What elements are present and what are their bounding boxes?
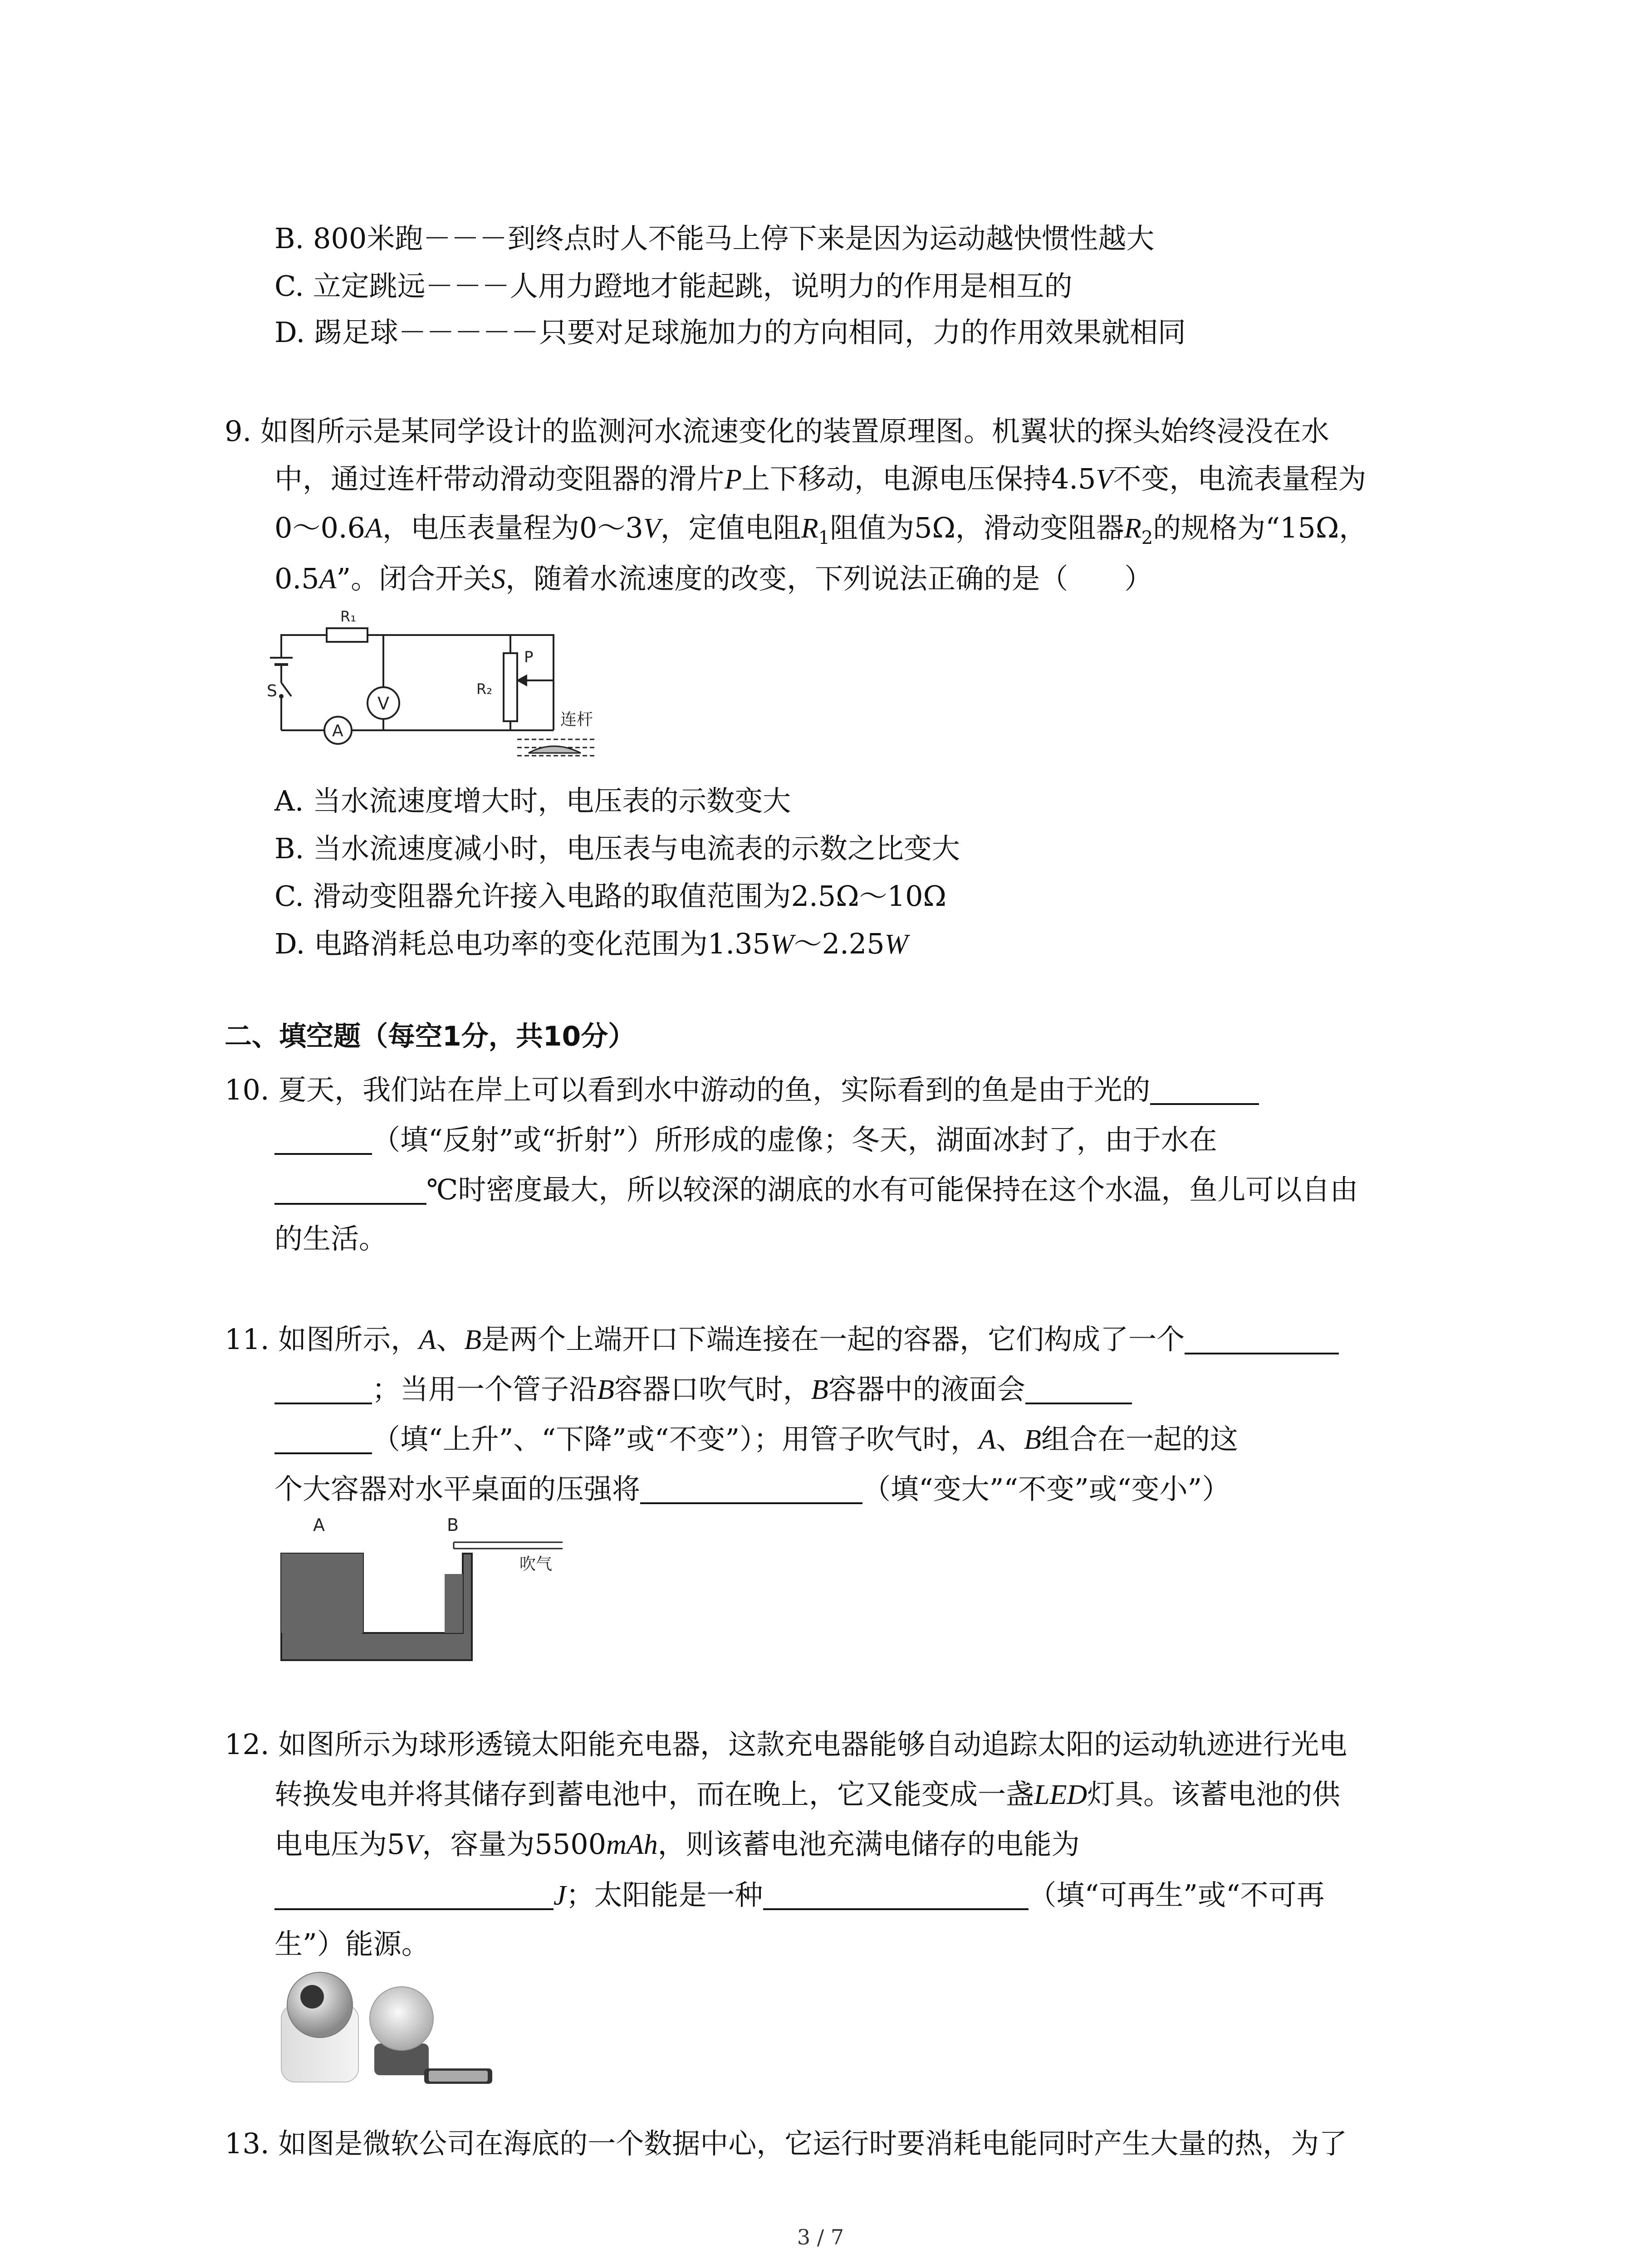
- switch-label: S: [267, 682, 277, 700]
- q8-option-d: D. 踢足球－－－－－只要对足球施加力的方向相同，力的作用效果就相同: [274, 316, 1186, 349]
- q12-line5: 生”）能源。: [274, 1927, 430, 1960]
- q12-line1: 12. 如图所示为球形透镜太阳能充电器，这款充电器能够自动追踪太阳的运动轨迹进行光电: [225, 1728, 1347, 1761]
- q9-line1: 9. 如图所示是某同学设计的监测河水流速变化的装置原理图。机翼状的探头始终浸没在水: [225, 415, 1329, 448]
- voltmeter-label: V: [377, 694, 389, 714]
- q9-line3: 0～0.6A，电压表量程为0～3V，定值电阻$R_1$阻值为5Ω，滑动变阻器$R_2$的规格为“15Ω，: [274, 511, 1367, 548]
- r1-label: R₁: [340, 608, 357, 625]
- rod-label: 连杆: [560, 710, 593, 729]
- slider-label: P: [524, 648, 534, 666]
- answer-blank[interactable]: [1185, 1325, 1339, 1354]
- switch-icon: [280, 683, 291, 698]
- q12-line3: 电电压为5V，容量为5500mAh，则该蓄电池充满电储存的电能为: [274, 1828, 1080, 1861]
- q11-line3: （填“上升”、“下降”或“不变”）；用管子吹气时，A、B组合在一起的这: [274, 1424, 1238, 1454]
- q11-line1: 11. 如图所示，A、B是两个上端开口下端连接在一起的容器，它们构成了一个: [225, 1325, 1339, 1354]
- q11-line2: ；当用一个管子沿B容器口吹气时，B容器中的液面会: [274, 1374, 1132, 1404]
- slider-arrow-icon: [518, 676, 554, 726]
- answer-blank[interactable]: [274, 1175, 426, 1205]
- q9-option-c: C. 滑动变阻器允许接入电路的取值范围为2.5Ω～10Ω: [274, 880, 946, 913]
- container-b-label: B: [447, 1515, 459, 1535]
- q11-line4: 个大容器对水平桌面的压强将 （填“变大”“不变”或“变小”）: [274, 1472, 1230, 1505]
- q10-line4: 的生活。: [274, 1222, 387, 1255]
- blow-tube-icon: [454, 1542, 563, 1549]
- answer-blank[interactable]: [640, 1474, 862, 1504]
- answer-blank[interactable]: [1150, 1075, 1259, 1105]
- q9-circuit-diagram: [263, 603, 608, 785]
- answer-blank[interactable]: [274, 1424, 372, 1454]
- q9-line4: 0.5A”。闭合开关S，随着水流速度的改变，下列说法正确的是（ ）: [274, 562, 1153, 595]
- blow-label: 吹气: [519, 1555, 553, 1574]
- answer-blank[interactable]: [274, 1880, 554, 1910]
- q8-option-c: C. 立定跳远－－－人用力蹬地才能起跳，说明力的作用是相互的: [274, 269, 1073, 303]
- section-heading: 二、填空题（每空1分，共10分）: [225, 1021, 636, 1052]
- q11-container-diagram: [272, 1510, 599, 1669]
- rheostat-r2: [504, 653, 517, 721]
- q12-line2: 转换发电并将其储存到蓄电池中，而在晚上，它又能变成一盏LED灯具。该蓄电池的供: [274, 1778, 1341, 1811]
- answer-blank[interactable]: [274, 1125, 372, 1155]
- answer-blank[interactable]: [763, 1880, 1029, 1910]
- q10-line3: ℃时密度最大，所以较深的湖底的水有可能保持在这个水温，鱼儿可以自由: [274, 1175, 1358, 1205]
- resistor-r1: [327, 628, 367, 642]
- q8-option-b: B. 800米跑－－－到终点时人不能马上停下来是因为运动越快惯性越大: [274, 222, 1155, 255]
- q9-option-a: A. 当水流速度增大时，电压表的示数变大: [274, 784, 791, 817]
- battery-icon: [270, 658, 293, 676]
- r2-label: R₂: [476, 680, 493, 698]
- ammeter-label: A: [332, 722, 343, 740]
- probe-icon: [517, 739, 594, 756]
- solar-charger-photo: [272, 1960, 526, 2091]
- q10-line2: （填“反射”或“折射”）所形成的虚像；冬天，湖面冰封了，由于水在: [274, 1125, 1217, 1155]
- answer-blank[interactable]: [274, 1374, 372, 1404]
- q9-line2: 中，通过连杆带动滑动变阻器的滑片P上下移动，电源电压保持4.5V不变，电流表量程为: [274, 462, 1367, 495]
- answer-blank[interactable]: [1025, 1374, 1132, 1404]
- q9-option-b: B. 当水流速度减小时，电压表与电流表的示数之比变大: [274, 832, 960, 865]
- container-a-label: A: [313, 1515, 325, 1535]
- q13-line1: 13. 如图是微软公司在海底的一个数据中心，它运行时要消耗电能同时产生大量的热，为了: [225, 2127, 1347, 2160]
- page-number: 3 / 7: [797, 2225, 844, 2249]
- q10-line1: 10. 夏天，我们站在岸上可以看到水中游动的鱼，实际看到的鱼是由于光的: [225, 1075, 1259, 1105]
- q9-option-d: D. 电路消耗总电功率的变化范围为1.35W～2.25W: [274, 927, 908, 960]
- q12-line4: J；太阳能是一种 （填“可再生”或“不可再: [274, 1880, 1325, 1910]
